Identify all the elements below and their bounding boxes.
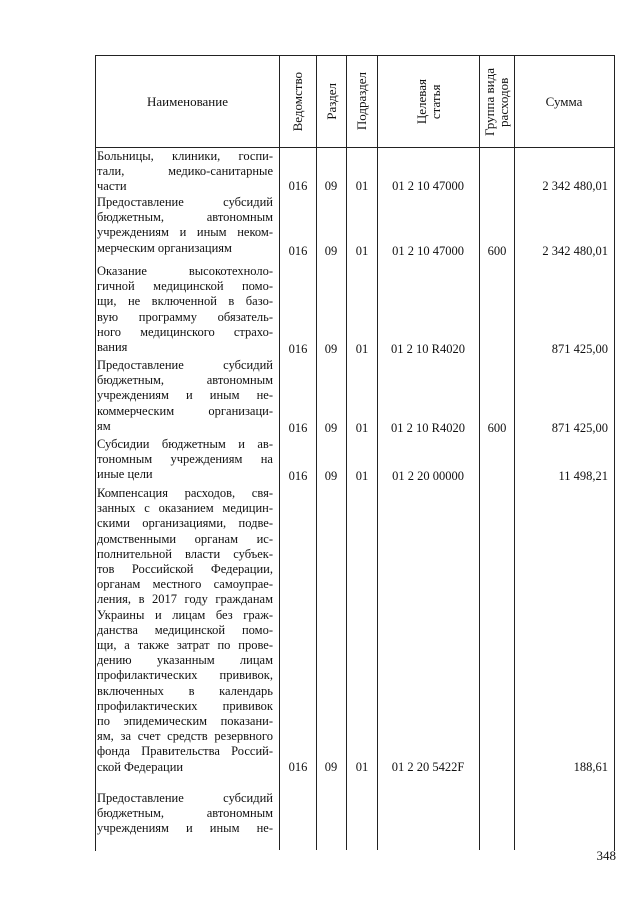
cell-section: 09 bbox=[324, 760, 338, 774]
cell-section: 09 bbox=[324, 342, 338, 356]
cell-subsection: 01 bbox=[355, 760, 369, 774]
row-name bbox=[97, 791, 273, 837]
cell-target: 01 2 10 47000 bbox=[392, 244, 464, 258]
name-line: органам местного самоупрае- bbox=[97, 577, 273, 592]
cell-subsection: 01 bbox=[355, 179, 369, 193]
header-target-line2: статья bbox=[427, 84, 443, 119]
name-line: Предоставление субсидий bbox=[97, 195, 273, 209]
column-divider bbox=[514, 55, 515, 850]
column-divider bbox=[479, 55, 480, 850]
cell-amount: 2 342 480,01 bbox=[542, 179, 608, 193]
name-line: щи, не включенной в базо- bbox=[97, 294, 273, 309]
name-line: ного медицинского страхо- bbox=[97, 324, 273, 339]
cell-department: 016 bbox=[288, 244, 308, 258]
name-line: бюджетным, автономным bbox=[97, 806, 273, 821]
name-line: учреждениям и иным неком- bbox=[97, 225, 273, 240]
cell-section: 09 bbox=[324, 179, 338, 193]
name-line: включенных в календарь bbox=[97, 683, 273, 698]
row-name bbox=[97, 149, 273, 195]
header-target-text bbox=[415, 79, 443, 124]
column-divider bbox=[316, 55, 317, 850]
row-name bbox=[97, 195, 273, 256]
name-line: ям bbox=[97, 418, 111, 433]
name-line: части bbox=[97, 179, 127, 194]
name-line: вую программу обязатель- bbox=[97, 309, 273, 324]
cell-amount: 188,61 bbox=[573, 760, 608, 774]
name-line: мерческим организациям bbox=[97, 240, 232, 255]
cell-amount: 871 425,00 bbox=[551, 421, 608, 435]
row-name bbox=[97, 358, 273, 434]
page-number: 348 bbox=[596, 848, 616, 863]
cell-department: 016 bbox=[288, 179, 308, 193]
cell-target: 01 2 20 00000 bbox=[392, 469, 464, 483]
name-line: тов Российской Федерации, bbox=[97, 562, 273, 577]
header-amount bbox=[515, 56, 613, 147]
name-line: Больницы, клиники, госпи- bbox=[97, 149, 273, 163]
cell-section: 09 bbox=[324, 244, 338, 258]
cell-department: 016 bbox=[288, 421, 308, 435]
header-subsection bbox=[347, 56, 377, 147]
name-line: Компенсация расходов, свя- bbox=[97, 486, 273, 500]
name-line: занных с оказанием медицин- bbox=[97, 501, 273, 516]
cell-department: 016 bbox=[288, 760, 308, 774]
column-divider bbox=[377, 55, 378, 850]
header-amount-text: Сумма bbox=[545, 93, 583, 109]
name-line: щи, а также затрат по прове- bbox=[97, 638, 273, 653]
cell-department: 016 bbox=[288, 342, 308, 356]
cell-section: 09 bbox=[324, 421, 338, 435]
name-line: ской Федерации bbox=[97, 759, 184, 774]
name-line: дению указанным лицам bbox=[97, 653, 273, 668]
name-line: ления, в 2017 году гражданам bbox=[97, 592, 273, 607]
name-line: тали, медико-санитарные bbox=[97, 164, 273, 179]
cell-amount: 2 342 480,01 bbox=[542, 244, 608, 258]
name-line: бюджетным, автономным bbox=[97, 373, 273, 388]
cell-amount: 871 425,00 bbox=[551, 342, 608, 356]
header-name bbox=[96, 56, 279, 147]
cell-subsection: 01 bbox=[355, 244, 369, 258]
name-line: коммерческим организаци- bbox=[97, 403, 273, 418]
name-line: учреждениям и иным не- bbox=[97, 821, 273, 836]
header-divider bbox=[95, 147, 614, 148]
header-section-text: Раздел bbox=[323, 83, 339, 120]
header-group-line2: расходов bbox=[496, 76, 511, 127]
cell-target: 01 2 20 5422F bbox=[391, 760, 465, 774]
name-line: по эпидемическим показани- bbox=[97, 714, 273, 729]
cell-target: 01 2 10 R4020 bbox=[391, 342, 465, 356]
name-line: Субсидии бюджетным и ав- bbox=[97, 437, 273, 451]
name-line: вания bbox=[97, 340, 128, 355]
cell-amount: 11 498,21 bbox=[558, 469, 608, 483]
cell-department: 016 bbox=[288, 469, 308, 483]
name-line: иные цели bbox=[97, 467, 153, 482]
header-department bbox=[280, 56, 316, 147]
column-divider bbox=[279, 55, 280, 850]
row-name bbox=[97, 437, 273, 483]
header-department-text: Ведомство bbox=[290, 71, 305, 132]
header-target-line1: Целевая bbox=[413, 78, 429, 125]
cell-group: 600 bbox=[487, 244, 507, 258]
column-divider bbox=[346, 55, 347, 850]
name-line: Украины и лицам без граж- bbox=[97, 607, 273, 622]
header-subsection-text: Подраздел bbox=[354, 72, 369, 131]
row-name bbox=[97, 486, 273, 775]
header-group-line1: Группа вида bbox=[482, 67, 497, 136]
name-line: ям, за счет средств резервного bbox=[97, 729, 273, 744]
name-line: бюджетным, автономным bbox=[97, 210, 273, 225]
name-line: домственными органам ис- bbox=[97, 531, 273, 546]
name-line: Предоставление субсидий bbox=[97, 791, 273, 805]
cell-subsection: 01 bbox=[355, 342, 369, 356]
cell-subsection: 01 bbox=[355, 421, 369, 435]
header-target bbox=[378, 56, 479, 147]
name-line: тономным учреждениям на bbox=[97, 452, 273, 467]
name-line: гичной медицинской помо- bbox=[97, 279, 273, 294]
cell-target: 01 2 10 R4020 bbox=[391, 421, 465, 435]
row-name bbox=[97, 264, 273, 355]
cell-subsection: 01 bbox=[355, 469, 369, 483]
name-line: полнительной власти субъек- bbox=[97, 546, 273, 561]
name-line: скими организациями, подве- bbox=[97, 516, 273, 531]
name-line: профилактических прививок, bbox=[97, 668, 273, 683]
name-line: Предоставление субсидий bbox=[97, 358, 273, 372]
name-line: учреждениям и иным не- bbox=[97, 388, 273, 403]
name-line: фонда Правительства Россий- bbox=[97, 744, 273, 759]
header-section bbox=[317, 56, 346, 147]
name-line: профилактических прививок bbox=[97, 698, 273, 713]
header-name-text: Наименование bbox=[147, 93, 228, 109]
cell-section: 09 bbox=[324, 469, 338, 483]
cell-group: 600 bbox=[487, 421, 507, 435]
name-line: Оказание высокотехноло- bbox=[97, 264, 273, 278]
cell-target: 01 2 10 47000 bbox=[392, 179, 464, 193]
header-group bbox=[480, 56, 514, 147]
name-line: данства медицинской помо- bbox=[97, 622, 273, 637]
header-group-text bbox=[483, 68, 511, 136]
